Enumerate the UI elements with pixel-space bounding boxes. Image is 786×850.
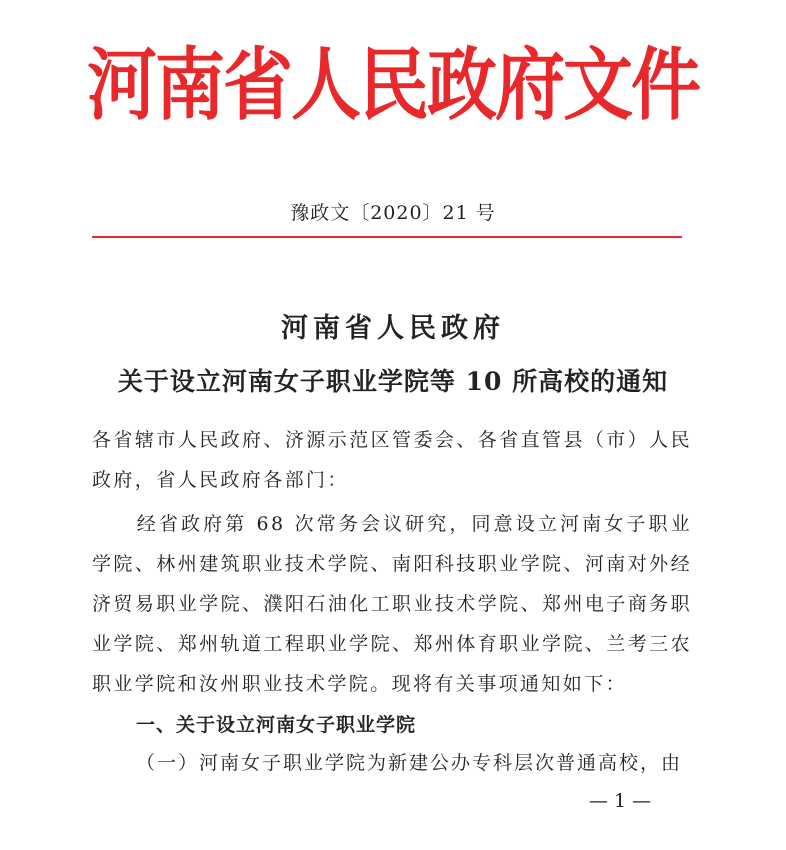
salutation-paragraph: 各省辖市人民政府、济源示范区管委会、各省直管县（市）人民政府，省人民政府各部门： — [92, 429, 692, 491]
body-paragraph — [92, 504, 692, 704]
page-number: — 1 — — [588, 790, 652, 812]
section-heading: 一、关于设立河南女子职业学院 — [136, 714, 417, 736]
red-divider-line — [92, 236, 682, 238]
sub-item-paragraph: （一）河南女子职业学院为新建公办专科层次普通高校，由 — [136, 752, 683, 774]
body-paragraph-text: 经省政府第 68 次常务会议研究，同意设立河南女子职业学院、林州建筑职业技术学院、南阳科技职业学院、河南对外经济贸易职业学院、濮阳石油化工职业技术学院、郑州电子商务职业学院、郑州轨道工程职业学院、郑州体育职业学院、兰考三农职业学院和汝州职业技术学院。现将有关事项通知如下： — [92, 513, 692, 695]
document-number: 豫政文〔2020〕21 号 — [290, 202, 496, 224]
issuer-header: 河南省人民政府文件 — [87, 39, 699, 131]
document-title-subject: 关于设立河南女子职业学院等 10 所高校的通知 — [117, 367, 669, 396]
document-title-issuer: 河南省人民政府 — [281, 313, 505, 344]
